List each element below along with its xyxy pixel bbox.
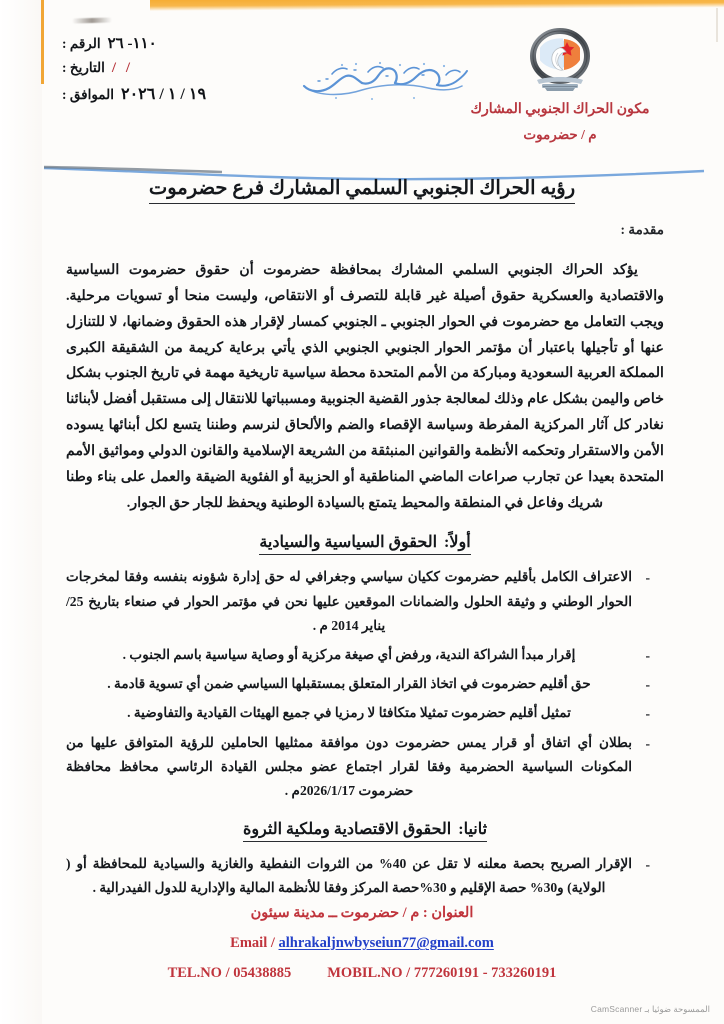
paper-smudge bbox=[72, 17, 112, 23]
intro-paragraph bbox=[66, 258, 664, 516]
scan-top-orange-band bbox=[150, 0, 724, 11]
list-item: - حق أقليم حضرموت في اتخاذ القرار المتعلق بمستقبلها السياسي ضمن أي تسوية قادمة . bbox=[66, 672, 650, 696]
section-2-heading-wrap bbox=[66, 819, 664, 842]
intro-paragraph-text: يؤكد الحراك الجنوبي السلمي المشارك بمحافظة حضرموت أن حقوق حضرموت السياسية والاقتصادية والعسكرية حقوق أصيلة غير قابلة للتصرف أو الانتقاص، وليست منحا أو تسويات مرحلية. ويجب التعامل مع حضرموت في الحوار الجنوبي ـ الجنوبي كمسار لإقرار هذه الحقوق وضمانها، لا للتنازل عنها أو تأجيلها باعتبار أن مؤتمر الحوار الجنوبي الجنوبي الذي يأتي برعاية كريمة من الشقيقة الكبرى المملكة العربية السعودية ومباركة من الأمم المتحدة محطة سياسية تاريخية مهمة في تاريخ الجنوب بشكل خاص واليمن بشكل عام وذلك لمعالجة جذور القضية الجنوبية ومسبباتها للانتقال إلى مستقبل أفضل لأبنائنا نغادر كل آثار المركزية المفرطة وسياسة الإقصاء والضم والألحاق لنرسم وطننا يتسع لكل أبنائها يسوده الأمن والاستقرار وتحكمه الأنظمة والقوانين المنبثقة من الشريعة الإسلامية والقانون الدولي ومواثيق الأمم المتحدة بعيدا عن تجارب صراعات الماضي المناطقية أو الحزبية أو الفئوية الضيقة والعمل على بناء وطنا شريك وفاعل في المنطقة والمحيط يتمتع بالسيادة الوطنية ويحفظ للجار حق الجوار. bbox=[66, 262, 664, 511]
reference-corresponding-value: ١٩ / ١ / ٢٠٢٦ bbox=[120, 86, 207, 103]
section-1-ordinal: أولاً: bbox=[444, 534, 471, 552]
reference-number-label: الرقم : bbox=[62, 36, 101, 51]
page-title: رؤيه الحراك الجنوبي السلمي المشارك فرع حضرموت bbox=[149, 176, 575, 204]
footer-mobile: MOBIL.NO / 777260191 - 733260191 bbox=[327, 965, 557, 981]
footer-email-address[interactable]: alhrakaljnwbyseiun77@gmail.com bbox=[278, 935, 494, 951]
letterhead bbox=[0, 26, 724, 144]
camscanner-watermark: الممسوحة ضوئيا بـ CamScanner bbox=[590, 1004, 710, 1014]
list-item: - تمثيل أقليم حضرموت تمثيلا متكافئا لا رمزيا في جميع الهيئات القيادية والتفاوضية . bbox=[66, 701, 650, 725]
reference-date-value: / / bbox=[111, 60, 134, 76]
section-1-heading-wrap bbox=[66, 532, 664, 555]
footer-address: العنوان : م / حضرموت ــ مدينة سيئون bbox=[250, 905, 474, 921]
reference-row-corresponding bbox=[62, 84, 312, 104]
reference-number-value: ١١٠- ٢٦ bbox=[107, 36, 157, 52]
list-item: - بطلان أي اتفاق أو قرار يمس حضرموت دون موافقة ممثليها الحاملين للرؤية المتوافق عليها من المكونات السياسية الحضرمية وفقا لقرار اجتماع عضو مجلس القيادة الرئاسي محافظ محافظة حضرموت 2026/1/17م . bbox=[66, 731, 650, 804]
reference-corresponding-label: الموافق : bbox=[62, 87, 114, 102]
page-title-wrap bbox=[0, 176, 724, 204]
list-item: - إقرار مبدأ الشراكة الندية، ورفض أي صيغة مركزية أو وصاية سياسية باسم الجنوب . bbox=[66, 643, 650, 667]
document-body bbox=[66, 222, 664, 906]
section-1-heading-text: الحقوق السياسية والسيادية bbox=[259, 534, 438, 552]
intro-label: مقدمة : bbox=[620, 222, 664, 237]
section-2-bullets bbox=[66, 852, 664, 900]
footer-email-line bbox=[0, 935, 724, 952]
section-2-heading-text: الحقوق الاقتصادية وملكية الثروة bbox=[242, 821, 452, 839]
reference-row-date bbox=[62, 60, 312, 77]
organization-branch: م / حضرموت bbox=[523, 126, 597, 142]
list-item: - الاعتراف الكامل بأقليم حضرموت ككيان سياسي وجغرافي له حق إدارة شؤونه بنفسه وفقا لمخرجات الحوار الوطني و وثيقة الحلول والضمانات الموقعين عليها نحن في مؤتمر الحوار في صنعاء بتاريخ 25/يناير 2014 م . bbox=[66, 565, 650, 638]
document-footer bbox=[0, 905, 724, 982]
reference-date-label: التاريخ : bbox=[62, 60, 105, 75]
organization-block bbox=[430, 26, 690, 143]
footer-email-label: Email / bbox=[230, 935, 275, 951]
section-2-ordinal: ثانيا: bbox=[458, 821, 488, 839]
reference-row-number bbox=[62, 34, 312, 53]
section-1-bullets bbox=[66, 565, 664, 803]
reference-block bbox=[62, 34, 312, 111]
southern-movement-emblem-icon bbox=[523, 26, 597, 100]
footer-phones bbox=[0, 965, 724, 982]
section-2-heading bbox=[243, 819, 487, 842]
footer-telephone: TEL.NO / 05438885 bbox=[167, 965, 292, 981]
list-item: - الإقرار الصريح بحصة معلنه لا تقل عن 40% من الثروات النفطية والغازية والسيادية للمحافظة أو ( الولاية) و30% حصة الإقليم و 30%حصة المركز وفقا للأنظمة المالية والإدارية للدول الفيدرالية . bbox=[66, 852, 650, 900]
section-1-heading bbox=[259, 532, 470, 555]
scan-left-shadow bbox=[0, 0, 42, 1024]
organization-name: مكون الحراك الجنوبي المشارك bbox=[470, 102, 650, 117]
